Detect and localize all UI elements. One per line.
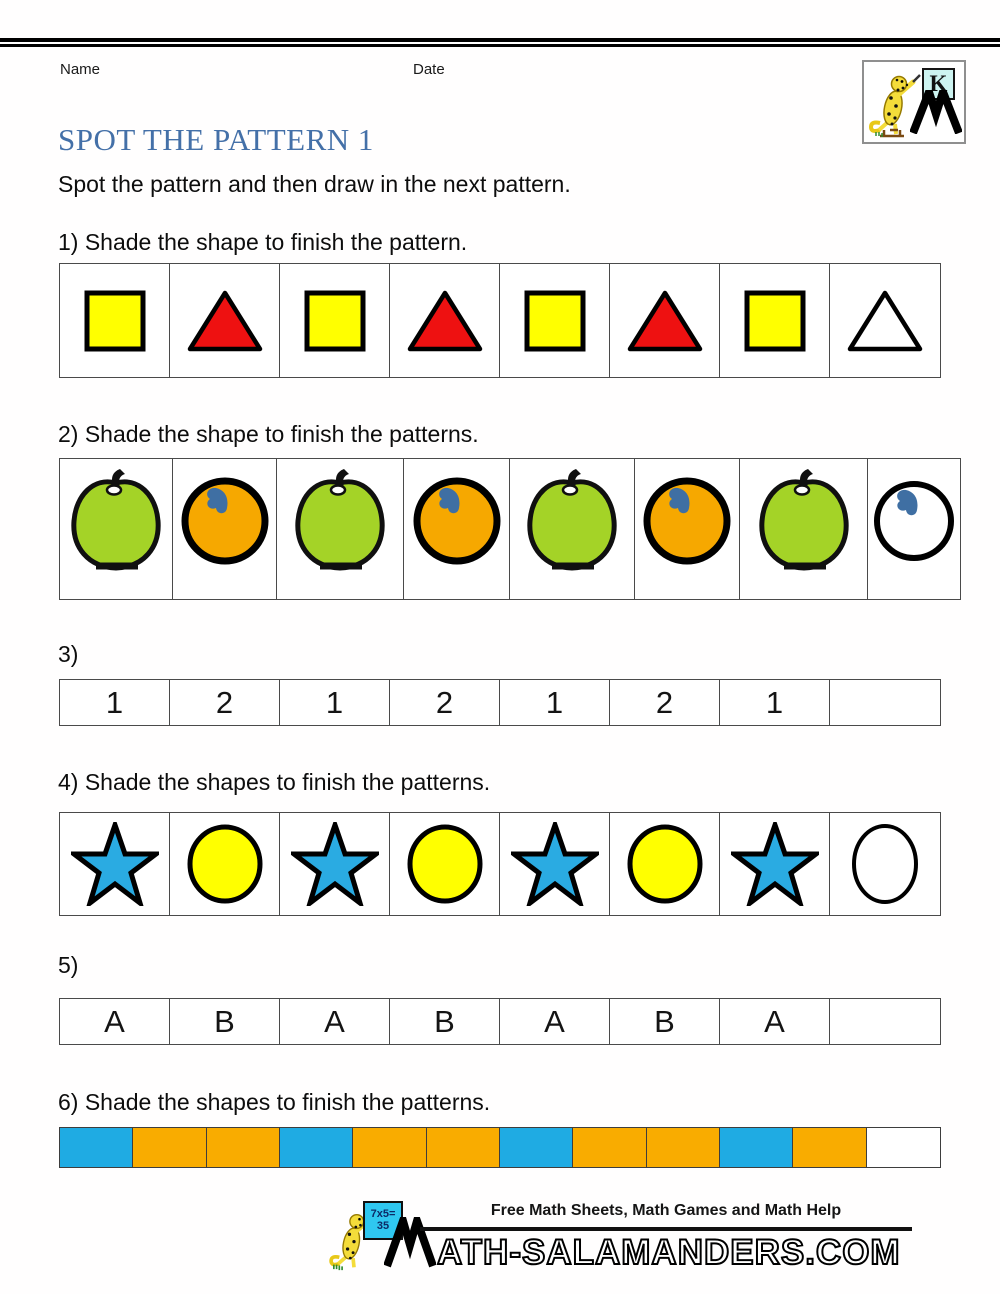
question-1-pattern-row (59, 263, 941, 378)
q2-cell-6-orange-shape (635, 459, 740, 599)
q6-cell-6-orange-block (427, 1128, 500, 1167)
q6-cell-12-answer-blank (867, 1128, 940, 1167)
q5-cell-4-value: B (390, 999, 500, 1044)
q2-cell-1-apple-shape (60, 459, 173, 599)
q4-cell-3-star-shape (280, 813, 390, 915)
q3-cell-2-value: 2 (170, 680, 280, 725)
q5-cell-8-answer-blank (830, 999, 940, 1044)
q6-cell-9-orange-block (647, 1128, 720, 1167)
q5-cell-5-value: A (500, 999, 610, 1044)
q2-cell-3-apple-shape (277, 459, 404, 599)
q6-cell-3-orange-block (207, 1128, 280, 1167)
q5-cell-1-value: A (60, 999, 170, 1044)
q1-cell-7-square-shape (720, 264, 830, 377)
page-title: SPOT THE PATTERN 1 (58, 122, 374, 157)
footer-divider-line (420, 1227, 912, 1231)
footer-sign-line2: 35 (376, 1219, 390, 1232)
question-5-pattern-row (59, 998, 941, 1045)
q3-cell-3-value: 1 (280, 680, 390, 725)
math-salamanders-logo (862, 60, 966, 144)
q1-cell-1-square-shape (60, 264, 170, 377)
question-1-label: 1) Shade the shape to finish the pattern. (58, 229, 468, 255)
footer-m-glyph (384, 1217, 436, 1274)
question-3-label: 3) (58, 641, 79, 667)
q3-cell-1-value: 1 (60, 680, 170, 725)
q6-cell-2-orange-block (133, 1128, 206, 1167)
footer-tagline: Free Math Sheets, Math Games and Math Help (490, 1202, 842, 1219)
question-6-pattern-row (59, 1127, 941, 1168)
q4-cell-5-star-shape (500, 813, 610, 915)
q4-cell-6-circle-shape (610, 813, 720, 915)
q1-cell-2-triangle-shape (170, 264, 280, 377)
question-4-label: 4) Shade the shapes to finish the patterns. (58, 769, 491, 795)
q2-cell-8-orange-outline-answer (868, 459, 960, 599)
q6-cell-10-blue-block (720, 1128, 793, 1167)
q2-cell-7-apple-shape (740, 459, 868, 599)
footer-sign-line1: 7x5= (370, 1207, 396, 1220)
logo-m-glyph (910, 90, 962, 139)
question-2-pattern-row (59, 458, 961, 600)
question-4-pattern-row (59, 812, 941, 916)
q6-cell-1-blue-block (60, 1128, 133, 1167)
q1-cell-6-triangle-shape (610, 264, 720, 377)
page-subtitle: Spot the pattern and then draw in the next pattern. (58, 171, 571, 197)
q6-cell-11-orange-block (793, 1128, 866, 1167)
q2-cell-4-orange-shape (404, 459, 510, 599)
name-label: Name (60, 61, 101, 78)
q5-cell-7-value: A (720, 999, 830, 1044)
q2-cell-2-orange-shape (173, 459, 277, 599)
q6-cell-5-orange-block (353, 1128, 426, 1167)
q4-cell-2-circle-shape (170, 813, 280, 915)
q5-cell-6-value: B (610, 999, 720, 1044)
q6-cell-8-orange-block (573, 1128, 646, 1167)
footer-site-text: ATH-SALAMANDERS.COM (437, 1233, 901, 1272)
q6-cell-4-blue-block (280, 1128, 353, 1167)
q4-cell-4-circle-shape (390, 813, 500, 915)
q3-cell-8-answer-blank (830, 680, 940, 725)
date-label: Date (413, 61, 445, 78)
q2-cell-5-apple-shape (510, 459, 635, 599)
question-3-pattern-row (59, 679, 941, 726)
q1-cell-8-triangle-outline-answer (830, 264, 940, 377)
q6-cell-7-blue-block (500, 1128, 573, 1167)
q3-cell-4-value: 2 (390, 680, 500, 725)
q1-cell-4-triangle-shape (390, 264, 500, 377)
top-double-rule (0, 38, 1000, 47)
question-2-label: 2) Shade the shape to finish the patterns. (58, 421, 479, 447)
question-5-label: 5) (58, 952, 79, 978)
q4-cell-1-star-shape (60, 813, 170, 915)
logo-k-letter: K (929, 71, 948, 96)
q4-cell-8-circle-outline-answer (830, 813, 940, 915)
q3-cell-6-value: 2 (610, 680, 720, 725)
q4-cell-7-star-shape (720, 813, 830, 915)
q1-cell-5-square-shape (500, 264, 610, 377)
q1-cell-3-square-shape (280, 264, 390, 377)
question-6-label: 6) Shade the shapes to finish the patterns. (58, 1089, 491, 1115)
q5-cell-3-value: A (280, 999, 390, 1044)
q3-cell-7-value: 1 (720, 680, 830, 725)
q3-cell-5-value: 1 (500, 680, 610, 725)
q5-cell-2-value: B (170, 999, 280, 1044)
